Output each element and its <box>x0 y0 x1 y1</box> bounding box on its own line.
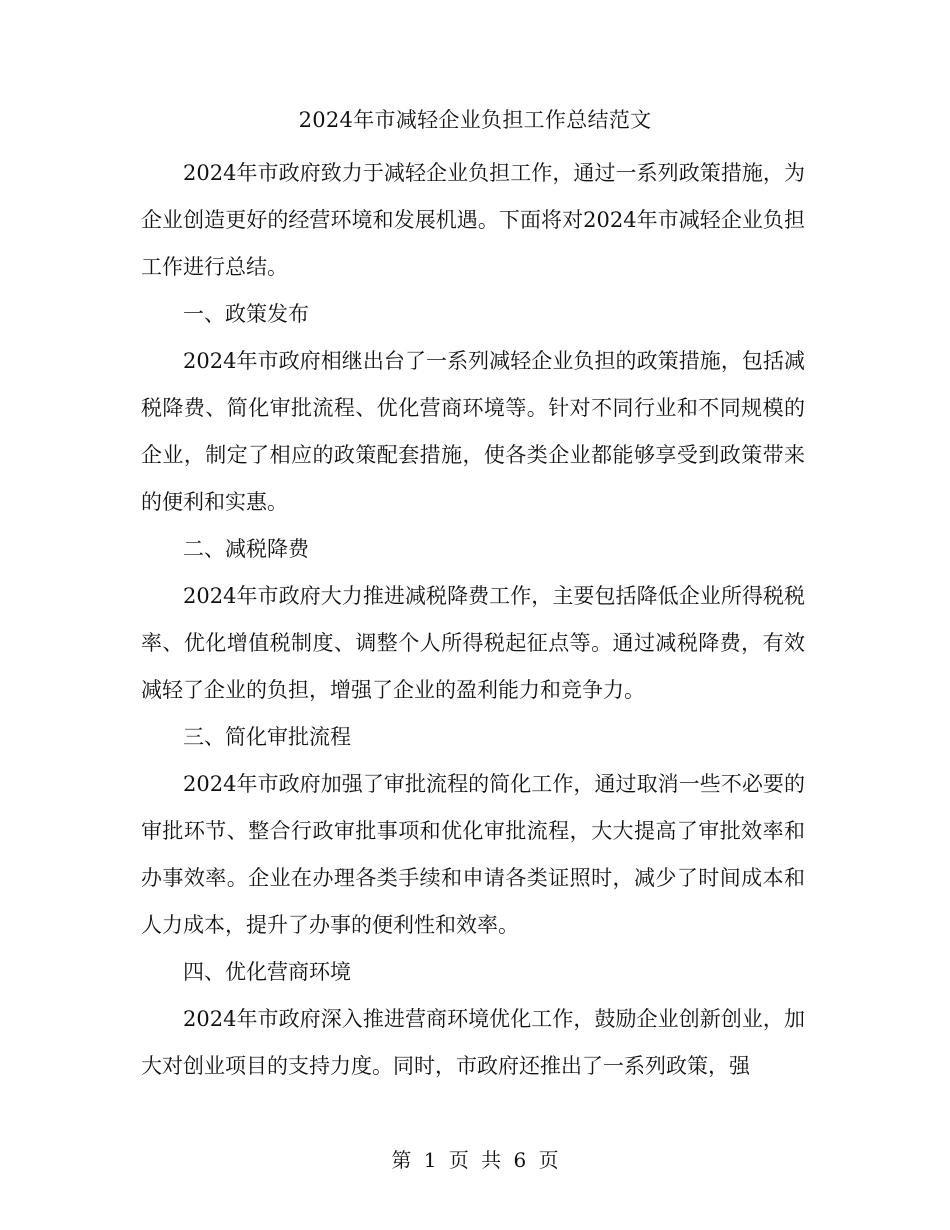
document-body <box>141 150 805 1090</box>
section-heading-environment: 四、优化营商环境 <box>183 960 351 984</box>
section-heading-tax: 二、减税降费 <box>183 537 309 561</box>
tax-paragraph: 2024年市政府大力推进减税降费工作，主要包括降低企业所得税税率、优化增值税制度、调整个人所得税起征点等。通过减税降费，有效减轻了企业的负担，增强了企业的盈利能力和竞争力。 <box>141 584 805 702</box>
document-title: 2024年市减轻企业负担工作总结范文 <box>298 108 652 132</box>
environment-paragraph: 2024年市政府深入推进营商环境优化工作，鼓励企业创新创业，加大对创业项目的支持力度。同时，市政府还推出了一系列政策，强 <box>141 1007 805 1078</box>
approval-paragraph: 2024年市政府加强了审批流程的简化工作，通过取消一些不必要的审批环节、整合行政审批事项和优化审批流程，大大提高了审批效率和办事效率。企业在办理各类手续和申请各类证照时，减少了时间成本和人力成本，提升了办事的便利性和效率。 <box>141 772 805 937</box>
policy-paragraph: 2024年市政府相继出台了一系列减轻企业负担的政策措施，包括减税降费、简化审批流程、优化营商环境等。针对不同行业和不同规模的企业，制定了相应的政策配套措施，使各类企业都能够享受到政策带来的便利和实惠。 <box>141 349 805 514</box>
intro-paragraph: 2024年市政府致力于减轻企业负担工作，通过一系列政策措施，为企业创造更好的经营环境和发展机遇。下面将对2024年市减轻企业负担工作进行总结。 <box>141 161 805 279</box>
page-number-footer: 第 1 页 共 6 页 <box>391 1148 559 1172</box>
section-heading-policy: 一、政策发布 <box>183 302 309 326</box>
section-heading-approval: 三、简化审批流程 <box>183 725 351 749</box>
